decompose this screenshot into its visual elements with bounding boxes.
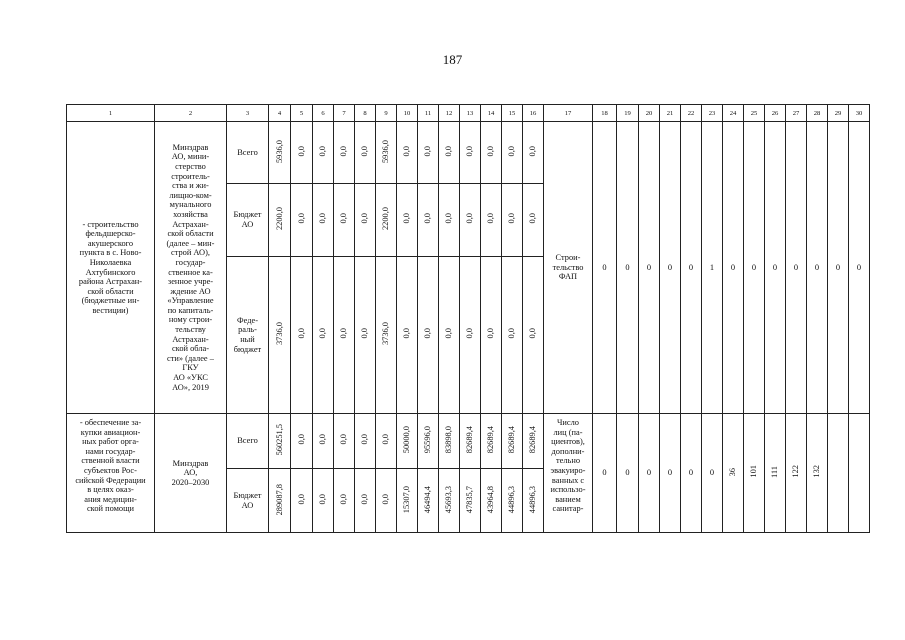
cell-value: 0,0	[360, 434, 370, 445]
table-row	[67, 414, 870, 469]
target-cell	[723, 414, 744, 533]
cell-value: 2200,0	[381, 207, 391, 231]
target-cell: 0	[723, 122, 744, 414]
cell-value: 82689,4	[528, 426, 538, 454]
funding-source: Бюджет АО	[227, 469, 269, 533]
row2-indicator: Число лиц (па- циентов), дополни- тельно эвакуиро- ванных с использо- ванием санитар-	[544, 414, 593, 533]
cell-value: 289087,8	[274, 483, 284, 515]
row1-name: - строительство фельдшерско- акушерского пункта в с. Ново- Николаевка Ахтубинского района Астрахан- ской области (бюджетные ин- вестиции)	[67, 122, 155, 414]
cell-value: 95596,0	[423, 426, 433, 454]
cell-value: 2200,0	[274, 207, 284, 231]
amount-cell	[481, 122, 502, 184]
column-header: 1	[67, 105, 155, 122]
cell-value: 0,0	[507, 213, 517, 224]
target-cell: 0	[849, 122, 870, 414]
column-header: 2	[155, 105, 227, 122]
cell-value: 5936,0	[274, 139, 284, 163]
cell-value: 0,0	[528, 328, 538, 339]
cell-value: 0,0	[465, 328, 475, 339]
column-header: 5	[291, 105, 313, 122]
target-cell	[765, 414, 786, 533]
cell-value: 0,0	[296, 145, 306, 157]
cell-value: 3736,0	[381, 322, 391, 346]
amount-cell	[502, 414, 523, 469]
target-cell: 0	[639, 414, 660, 533]
target-cell: 0	[702, 414, 723, 533]
amount-cell	[376, 414, 397, 469]
amount-cell	[481, 257, 502, 414]
target-cell: 0	[593, 414, 617, 533]
amount-cell	[523, 414, 544, 469]
column-header: 10	[397, 105, 418, 122]
amount-cell	[313, 414, 334, 469]
cell-value: 0,0	[339, 434, 349, 445]
target-cell: 0	[681, 414, 702, 533]
target-cell	[786, 414, 807, 533]
funding-source: Феде- раль- ный бюджет	[227, 257, 269, 414]
amount-cell	[334, 184, 355, 257]
cell-value: 0,0	[381, 434, 391, 445]
column-header: 12	[439, 105, 460, 122]
amount-cell	[481, 414, 502, 469]
amount-cell	[334, 122, 355, 184]
amount-cell	[397, 257, 418, 414]
column-header: 30	[849, 105, 870, 122]
column-header: 8	[355, 105, 376, 122]
target-cell: 0	[660, 414, 681, 533]
target-cell: 1	[702, 122, 723, 414]
amount-cell	[418, 122, 439, 184]
cell-value: 0,0	[318, 145, 328, 157]
cell-value: 0,0	[423, 145, 433, 157]
cell-value: 3736,0	[274, 322, 284, 346]
amount-cell	[355, 469, 376, 533]
amount-cell	[502, 184, 523, 257]
amount-cell	[291, 414, 313, 469]
column-header: 24	[723, 105, 744, 122]
amount-cell	[460, 469, 481, 533]
cell-value: 44896,3	[507, 485, 517, 513]
amount-cell	[355, 184, 376, 257]
row2-executor: Минздрав АО, 2020–2030	[155, 414, 227, 533]
column-header: 22	[681, 105, 702, 122]
cell-value: 0,0	[360, 493, 370, 505]
funding-source: Бюджет АО	[227, 184, 269, 257]
amount-cell	[313, 184, 334, 257]
target-cell: 0	[617, 414, 639, 533]
cell-value: 0,0	[423, 328, 433, 339]
cell-value: 0,0	[423, 213, 433, 224]
amount-cell	[269, 122, 291, 184]
column-header: 3	[227, 105, 269, 122]
cell-value: 0,0	[444, 328, 454, 339]
funding-source: Всего	[227, 414, 269, 469]
amount-cell	[334, 469, 355, 533]
amount-cell	[460, 184, 481, 257]
cell-value: 0,0	[339, 328, 349, 339]
column-header: 14	[481, 105, 502, 122]
target-cell: 0	[617, 122, 639, 414]
column-header: 17	[544, 105, 593, 122]
cell-value: 0,0	[402, 145, 412, 157]
cell-value: 45693,3	[444, 485, 454, 513]
amount-cell	[397, 122, 418, 184]
target-cell: 0	[660, 122, 681, 414]
amount-cell	[313, 469, 334, 533]
cell-value: 0,0	[528, 145, 538, 157]
cell-value: 0,0	[402, 213, 412, 224]
cell-value: 0,0	[339, 145, 349, 157]
cell-value: 0,0	[444, 213, 454, 224]
amount-cell	[460, 257, 481, 414]
amount-cell	[418, 469, 439, 533]
target-cell	[849, 414, 870, 533]
column-header: 21	[660, 105, 681, 122]
row1-indicator: Строи- тельство ФАП	[544, 122, 593, 414]
cell-value: 0,0	[318, 328, 328, 339]
cell-value: 36	[728, 467, 738, 476]
cell-value: 0,0	[486, 328, 496, 339]
target-cell: 0	[807, 122, 828, 414]
amount-cell	[334, 414, 355, 469]
amount-cell	[418, 257, 439, 414]
column-header: 27	[786, 105, 807, 122]
amount-cell	[460, 414, 481, 469]
amount-cell	[355, 414, 376, 469]
cell-value: 0,0	[507, 145, 517, 157]
amount-cell	[460, 122, 481, 184]
column-header: 25	[744, 105, 765, 122]
column-header: 11	[418, 105, 439, 122]
amount-cell	[523, 469, 544, 533]
amount-cell	[376, 469, 397, 533]
cell-value: 0,0	[360, 145, 370, 157]
cell-value: 560251,5	[274, 424, 284, 456]
table-row	[67, 122, 870, 184]
amount-cell	[313, 122, 334, 184]
cell-value: 0,0	[486, 213, 496, 224]
amount-cell	[269, 184, 291, 257]
amount-cell	[418, 414, 439, 469]
column-header: 13	[460, 105, 481, 122]
amount-cell	[439, 122, 460, 184]
cell-value: 0,0	[465, 213, 475, 224]
funding-source: Всего	[227, 122, 269, 184]
amount-cell	[334, 257, 355, 414]
page-number: 187	[442, 52, 463, 67]
cell-value: 0,0	[465, 145, 475, 157]
column-header: 6	[313, 105, 334, 122]
amount-cell	[481, 184, 502, 257]
cell-value: 0,0	[318, 493, 328, 505]
cell-value: 0,0	[318, 213, 328, 224]
amount-cell	[313, 257, 334, 414]
amount-cell	[481, 469, 502, 533]
amount-cell	[397, 184, 418, 257]
amount-cell	[376, 184, 397, 257]
cell-value: 101	[749, 465, 759, 478]
column-header: 15	[502, 105, 523, 122]
cell-value: 0,0	[507, 328, 517, 339]
target-cell: 0	[828, 122, 849, 414]
target-cell: 0	[681, 122, 702, 414]
cell-value: 44896,3	[528, 485, 538, 513]
amount-cell	[376, 257, 397, 414]
cell-value: 43964,8	[486, 485, 496, 513]
column-header: 4	[269, 105, 291, 122]
cell-value: 15307,0	[402, 485, 412, 513]
amount-cell	[291, 122, 313, 184]
target-cell: 0	[786, 122, 807, 414]
cell-value: 0,0	[339, 493, 349, 505]
cell-value: 0,0	[402, 328, 412, 339]
column-header: 18	[593, 105, 617, 122]
amount-cell	[523, 122, 544, 184]
target-cell	[828, 414, 849, 533]
amount-cell	[397, 469, 418, 533]
row2-name: - обеспечение за- купки авиацион- ных работ орга- нами государ- ственной власти субъектов Рос- сийской Федерации в целях оказ- ания медицин- ской помощи	[67, 414, 155, 533]
cell-value: 0,0	[339, 213, 349, 224]
amount-cell	[523, 257, 544, 414]
amount-cell	[397, 414, 418, 469]
cell-value: 0,0	[296, 213, 306, 224]
column-header: 28	[807, 105, 828, 122]
amount-cell	[291, 469, 313, 533]
header-row	[67, 105, 870, 122]
amount-cell	[269, 469, 291, 533]
target-cell: 0	[639, 122, 660, 414]
cell-value: 83898,0	[444, 426, 454, 454]
amount-cell	[291, 257, 313, 414]
cell-value: 0,0	[318, 434, 328, 445]
target-cell	[744, 414, 765, 533]
amount-cell	[439, 414, 460, 469]
amount-cell	[355, 257, 376, 414]
column-header: 23	[702, 105, 723, 122]
amount-cell	[523, 184, 544, 257]
cell-value: 132	[812, 465, 822, 478]
cell-value: 0,0	[444, 145, 454, 157]
column-header: 19	[617, 105, 639, 122]
cell-value: 82689,4	[486, 426, 496, 454]
column-header: 16	[523, 105, 544, 122]
amount-cell	[291, 184, 313, 257]
cell-value: 82689,4	[465, 426, 475, 454]
cell-value: 0,0	[296, 434, 306, 445]
cell-value: 50000,0	[402, 426, 412, 454]
target-cell: 0	[744, 122, 765, 414]
column-header: 29	[828, 105, 849, 122]
amount-cell	[439, 184, 460, 257]
cell-value: 0,0	[360, 213, 370, 224]
column-header: 20	[639, 105, 660, 122]
column-header: 9	[376, 105, 397, 122]
cell-value: 0,0	[296, 493, 306, 505]
cell-value: 0,0	[486, 145, 496, 157]
cell-value: 5936,0	[381, 139, 391, 163]
row1-executor: Минздрав АО, мини- стерство строитель- ства и жи- лищно-ком- мунального хозяйства Астрахан- ской области (далее – мин- строй АО), государ- ственное ка- зенное учре- ждение АО «Управление по капиталь- ному строи- тельству Астрахан- ской обла- сти» (далее – ГКУ АО «УКС АО», 2019	[155, 122, 227, 414]
target-cell: 0	[593, 122, 617, 414]
amount-cell	[502, 469, 523, 533]
amount-cell	[355, 122, 376, 184]
column-header: 7	[334, 105, 355, 122]
cell-value: 0,0	[296, 328, 306, 339]
target-cell	[807, 414, 828, 533]
cell-value: 0,0	[381, 493, 391, 505]
amount-cell	[439, 469, 460, 533]
cell-value: 0,0	[360, 328, 370, 339]
column-header: 26	[765, 105, 786, 122]
target-cell: 0	[765, 122, 786, 414]
cell-value: 82689,4	[507, 426, 517, 454]
cell-value: 46494,4	[423, 485, 433, 513]
cell-value: 111	[770, 465, 780, 478]
amount-cell	[502, 257, 523, 414]
amount-cell	[376, 122, 397, 184]
cell-value: 0,0	[528, 213, 538, 224]
amount-cell	[439, 257, 460, 414]
amount-cell	[269, 414, 291, 469]
amount-cell	[269, 257, 291, 414]
budget-table	[66, 104, 870, 533]
cell-value: 122	[791, 465, 801, 478]
amount-cell	[418, 184, 439, 257]
amount-cell	[502, 122, 523, 184]
cell-value: 47835,7	[465, 485, 475, 513]
